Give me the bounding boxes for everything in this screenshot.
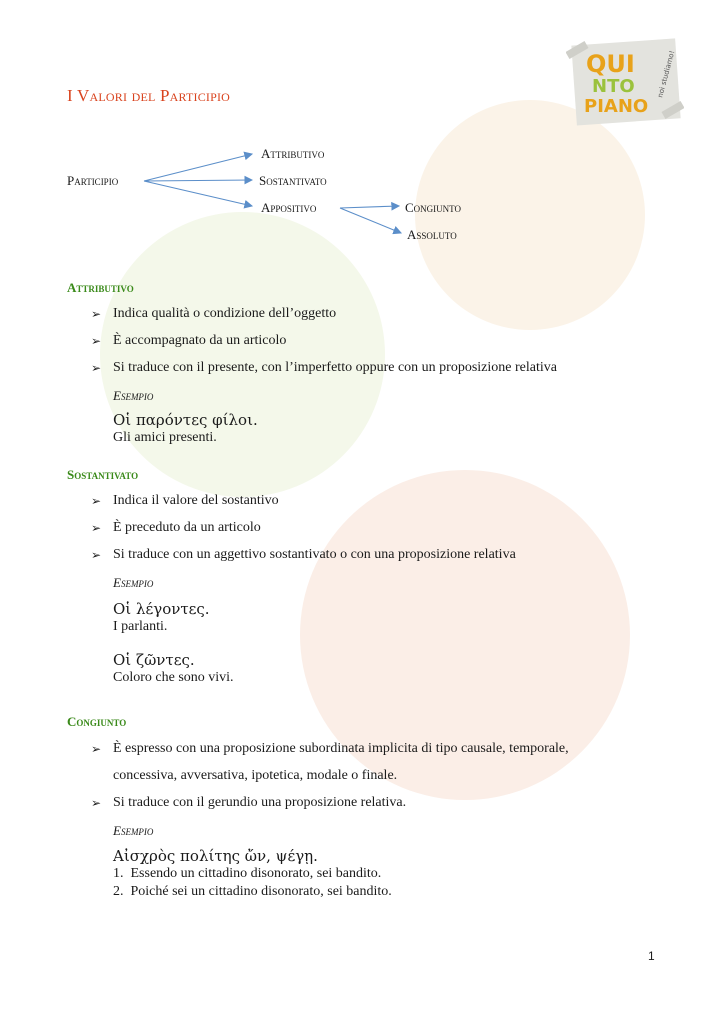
section-heading-attributivo: Attributivo	[67, 280, 134, 295]
diagram-root: Participio	[67, 173, 119, 188]
bullet-arrow-icon: ➢	[91, 494, 102, 508]
list-number: 2.	[113, 884, 131, 899]
arrow-to-assoluto	[340, 208, 401, 233]
example-translation: I parlanti.	[113, 619, 168, 634]
list-item: ➢ È espresso con una proposizione subordinata implicita di tipo causale, temporale,	[91, 741, 569, 756]
arrow-to-appositivo	[144, 181, 252, 206]
participio-diagram-arrows	[0, 0, 724, 260]
section-heading-congiunto: Congiunto	[67, 714, 127, 729]
arrow-to-congiunto	[340, 206, 399, 208]
list-item: ➢ Si traduce con il presente, con l’imperfetto oppure con un proposizione relativa	[91, 360, 557, 375]
list-item: ➢ Indica qualità o condizione dell’oggetto	[91, 306, 337, 321]
diagram-appositivo: Appositivo	[261, 200, 317, 215]
diagram-sostantivato: Sostantivato	[259, 173, 327, 188]
diagram-attributivo: Attributivo	[261, 146, 325, 161]
greek-example: Οἱ ζῶντες.	[113, 651, 195, 669]
greek-example: Οἱ παρόντες φίλοι.	[113, 411, 258, 429]
greek-example: Οἱ λέγοντες.	[113, 600, 210, 618]
numbered-translation: 2. Poiché sei un cittadino disonorato, sei bandito.	[113, 884, 392, 899]
svg-text:QUI: QUI	[586, 50, 635, 78]
svg-text:noi studiamo!: noi studiamo!	[656, 49, 677, 99]
diagram-congiunto: Congiunto	[405, 200, 461, 215]
greek-example: Αἰσχρὸς πολίτης ὤν, ψέγῃ.	[113, 847, 318, 865]
example-label: Esempio	[113, 575, 154, 590]
bullet-arrow-icon: ➢	[91, 796, 102, 810]
page-number: 1	[648, 949, 655, 963]
list-item: ➢ È accompagnato da un articolo	[91, 333, 287, 348]
arrow-to-sostantivato	[144, 180, 252, 181]
bullet-arrow-icon: ➢	[91, 548, 102, 562]
arrow-to-attributivo	[144, 154, 252, 181]
bullet-arrow-icon: ➢	[91, 307, 102, 321]
list-item: ➢ Indica il valore del sostantivo	[91, 493, 279, 508]
diagram-assoluto: Assoluto	[407, 227, 457, 242]
example-label: Esempio	[113, 388, 154, 403]
bullet-arrow-icon: ➢	[91, 521, 102, 535]
numbered-translation: 1. Essendo un cittadino disonorato, sei bandito.	[113, 866, 382, 881]
svg-text:NTO: NTO	[592, 76, 635, 97]
example-translation: Gli amici presenti.	[113, 430, 217, 445]
section-heading-sostantivato: Sostantivato	[67, 467, 139, 482]
list-number: 1.	[113, 866, 131, 881]
list-item: ➢ Si traduce con un aggettivo sostantivato o con una proposizione relativa	[91, 547, 516, 562]
page-title: I Valori del Participio	[67, 86, 231, 105]
svg-text:PIANO: PIANO	[584, 96, 649, 117]
example-label: Esempio	[113, 823, 154, 838]
list-item: ➢ Si traduce con il gerundio una proposizione relativa.	[91, 795, 407, 810]
bullet-arrow-icon: ➢	[91, 334, 102, 348]
bullet-arrow-icon: ➢	[91, 361, 102, 375]
example-translation: Coloro che sono vivi.	[113, 670, 234, 685]
list-item-continuation: concessiva, avversativa, ipotetica, modale o finale.	[113, 768, 398, 783]
list-item: ➢ È preceduto da un articolo	[91, 520, 261, 535]
bullet-arrow-icon: ➢	[91, 742, 102, 756]
